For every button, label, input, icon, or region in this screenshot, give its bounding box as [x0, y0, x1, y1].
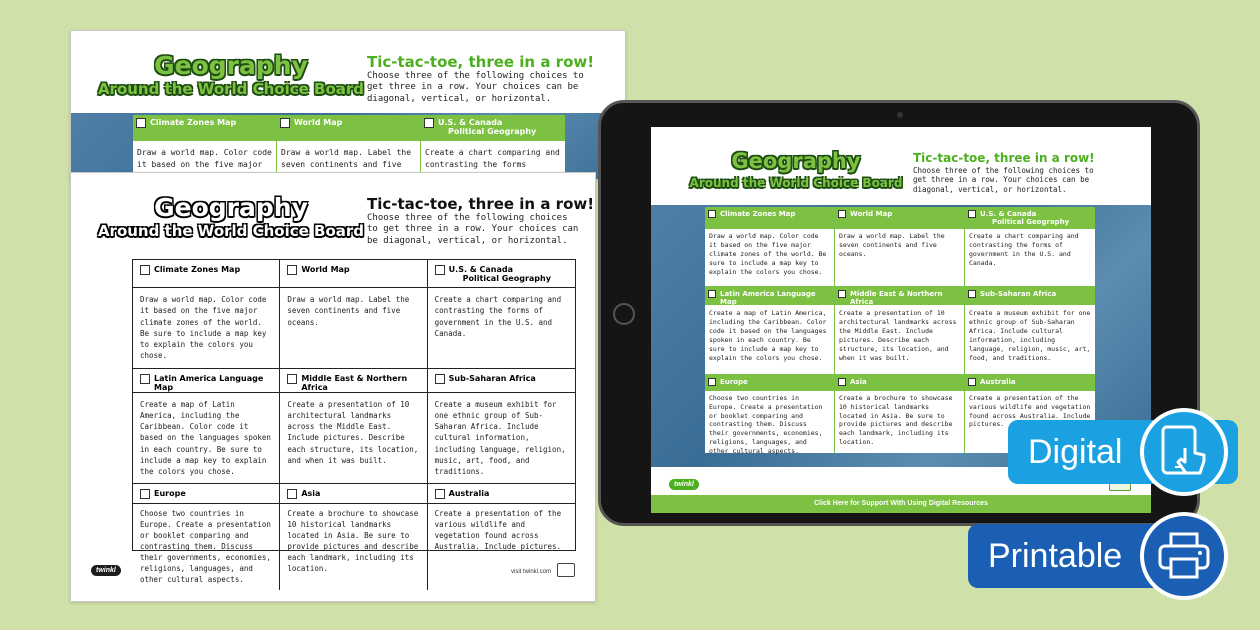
cell-body: Create a map of Latin America, including the Caribbean. Color code it based on the languages spoken in each country. Be sure to include a map key to explain the colors you chose.: [140, 399, 271, 476]
cell-body: Draw a world map. Color code it based on the five major climate zones of the world. Be sure to include a map key to explain the colors you chose.: [140, 295, 267, 361]
checkbox[interactable]: [136, 118, 146, 128]
cell-title: Middle East & Northern Africa: [301, 373, 408, 392]
grid-cell: [280, 484, 427, 590]
checkbox[interactable]: [435, 489, 445, 499]
back-tictactoe-heading: Tic-tac-toe, three in a row!: [367, 53, 595, 71]
checkbox[interactable]: [708, 378, 716, 386]
digital-title-subtitle: Around the World Choice Board: [689, 176, 903, 190]
cell-subtitle: Political Geography: [462, 274, 551, 283]
title-geography: Geography: [154, 193, 308, 222]
checkbox[interactable]: [708, 210, 716, 218]
cell-body: Draw a world map. Label the seven continents and five: [281, 148, 412, 169]
cell-body: Create a presentation of 10 architectural landmarks across the Middle East. Include pictures. Describe each structure, its location, and when it was built.: [839, 309, 957, 363]
digital-cell[interactable]: [835, 375, 965, 453]
back-cell-2: [277, 115, 421, 180]
back-worksheet-colored: [70, 30, 626, 180]
cell-body: Create a chart comparing and contrasting the forms: [425, 148, 560, 169]
checkbox[interactable]: [435, 265, 445, 275]
cell-body: Create a chart comparing and contrasting the forms of government in the U.S. and Canada.: [969, 232, 1079, 268]
grid-cell: [133, 369, 280, 485]
digital-cell[interactable]: [835, 287, 965, 375]
grid-cell: [428, 260, 575, 369]
checkbox[interactable]: [968, 378, 976, 386]
cell-title: World Map: [301, 265, 350, 274]
checkbox[interactable]: [287, 489, 297, 499]
cell-title: Asia: [850, 378, 867, 386]
checkbox[interactable]: [140, 265, 150, 275]
cell-subtitle: Political Geography: [992, 218, 1070, 226]
cell-title: Climate Zones Map: [150, 118, 237, 127]
checkbox[interactable]: [280, 118, 290, 128]
cell-body: Create a museum exhibit for one ethnic group of Sub-Saharan Africa. Include cultural information, including language, religion, music, art, food, and traditions.: [434, 399, 566, 476]
camera-icon: [897, 112, 903, 118]
grid-cell: [428, 369, 575, 485]
cell-title: Australia: [448, 489, 490, 499]
cell-body: Draw a world map. Label the seven continents and five oceans.: [287, 295, 410, 327]
printable-badge-label: Printable: [988, 536, 1123, 575]
grid-cell: [133, 484, 280, 590]
cell-title: World Map: [294, 118, 343, 127]
cell-title: Climate Zones Map: [154, 265, 241, 274]
back-instructions: Choose three of the following choices to get three in a row. Your choices can be diagonal, vertical, or horizontal.: [367, 71, 584, 104]
support-link[interactable]: Click Here for Support With Using Digital Resources: [651, 495, 1151, 513]
checkbox[interactable]: [435, 374, 445, 384]
footer-badge-icon: [557, 563, 575, 577]
cell-title: Europe: [720, 378, 748, 386]
digital-title-geography: Geography: [731, 149, 861, 173]
printable-circle: [1140, 512, 1228, 600]
cell-title: World Map: [850, 210, 893, 218]
checkbox[interactable]: [838, 378, 846, 386]
tablet-touch-icon: [1159, 424, 1209, 480]
footer-url: visit twinkl.com: [511, 569, 552, 575]
digital-cell[interactable]: [705, 287, 835, 375]
cell-body: Create a presentation of the various wildlife and vegetation found across Australia. Include pictures.: [969, 394, 1091, 429]
twinkl-logo: twinkl: [91, 565, 121, 576]
digital-tictactoe-heading: Tic-tac-toe, three in a row!: [913, 151, 1095, 165]
checkbox[interactable]: [838, 290, 846, 298]
cell-body: Create a brochure to showcase 10 historical landmarks located in Asia. Be sure to provide pictures and describe each landmark, including its location.: [839, 394, 953, 446]
cell-title: Middle East & Northern Africa: [850, 290, 943, 306]
cell-title: Latin America Language Map: [154, 373, 264, 392]
cell-title: Australia: [980, 378, 1016, 386]
cell-title: Latin America Language Map: [720, 290, 816, 306]
digital-cell[interactable]: [965, 207, 1095, 287]
cell-title: Asia: [301, 489, 321, 499]
cell-body: Create a museum exhibit for one ethnic group of Sub-Saharan Africa. Include cultural information, including language, religion, music, art, food, and traditions.: [969, 309, 1091, 363]
cell-title: U.S. & Canada: [980, 210, 1037, 218]
tictactoe-heading: Tic-tac-toe, three in a row!: [367, 195, 595, 213]
title-subtitle: Around the World Choice Board: [97, 222, 365, 240]
checkbox[interactable]: [968, 210, 976, 218]
cell-title: Sub-Saharan Africa: [980, 290, 1057, 298]
digital-badge-label: Digital: [1028, 432, 1123, 471]
cell-body: Create a map of Latin America, including the Caribbean. Color code it based on the languages spoken in each country. Be sure to include a map key to explain the colors you chose.: [709, 309, 827, 363]
cell-body: Choose two countries in Europe. Create a presentation or booklet comparing and contrasting them. Discuss their governments, economies, religions, languages, and other cultural aspects.: [140, 509, 271, 584]
digital-choice-grid: [705, 207, 1095, 453]
cell-title: Sub-Saharan Africa: [448, 373, 536, 383]
back-cell-3: [421, 115, 565, 180]
checkbox[interactable]: [708, 290, 716, 298]
cell-body: Create a presentation of 10 architectural landmarks across the Middle East. Include pictures. Describe each structure, its location, and when it was built.: [287, 399, 419, 465]
checkbox[interactable]: [968, 290, 976, 298]
digital-twinkl-logo: twinkl: [669, 479, 699, 490]
checkbox[interactable]: [287, 265, 297, 275]
cell-body: Choose two countries in Europe. Create a presentation or booklet comparing and contrasting them. Discuss their governments, economies, religions, languages, and other cultural aspects.: [709, 394, 823, 455]
cell-body: Create a presentation of the various wildlife and vegetation found across Australia. Include pictures.: [434, 509, 562, 551]
cell-body: Draw a world map. Label the seven continents and five oceans.: [839, 232, 945, 259]
checkbox[interactable]: [287, 374, 297, 384]
grid-cell: [133, 260, 280, 369]
digital-instructions: Choose three of the following choices to get three in a row. Your choices can be diagonal, vertical, or horizontal.: [913, 166, 1094, 194]
home-button[interactable]: [613, 303, 635, 325]
instructions: Choose three of the following choices to get three in a row. Your choices can be diagonal, vertical, or horizontal.: [367, 213, 579, 246]
checkbox[interactable]: [424, 118, 434, 128]
cell-body: Draw a world map. Color code it based on the five major: [137, 148, 272, 169]
digital-circle: [1140, 408, 1228, 496]
cell-body: Draw a world map. Color code it based on the five major climate zones of the world. Be sure to include a map key to explain the colors you chose.: [709, 232, 827, 277]
cell-body: Create a brochure to showcase 10 historical landmarks located in Asia. Be sure to provide pictures and describe each landmark, including its location.: [287, 509, 419, 573]
checkbox[interactable]: [140, 489, 150, 499]
back-title-geography: Geography: [154, 51, 308, 80]
printer-icon: [1157, 531, 1211, 581]
grid-cell: [280, 260, 427, 369]
grid-cell: [280, 369, 427, 485]
checkbox[interactable]: [838, 210, 846, 218]
digital-cell[interactable]: [705, 207, 835, 287]
digital-cell[interactable]: [835, 207, 965, 287]
back-cell-1: [133, 115, 277, 180]
cell-title: U.S. & Canada: [438, 118, 503, 127]
grid-cell: [428, 484, 575, 590]
printable-worksheet: [70, 172, 596, 602]
cell-subtitle: Political Geography: [448, 127, 537, 136]
cell-title: Europe: [154, 489, 186, 499]
cell-title: Climate Zones Map: [720, 210, 796, 218]
back-choice-grid: [133, 115, 565, 180]
digital-cell[interactable]: [705, 375, 835, 453]
back-title-subtitle: Around the World Choice Board: [97, 80, 365, 98]
checkbox[interactable]: [140, 374, 150, 384]
cell-title: U.S. & Canada: [448, 265, 514, 274]
digital-cell[interactable]: [965, 287, 1095, 375]
cell-body: Create a chart comparing and contrasting the forms of government in the U.S. and Canada.: [434, 295, 562, 338]
